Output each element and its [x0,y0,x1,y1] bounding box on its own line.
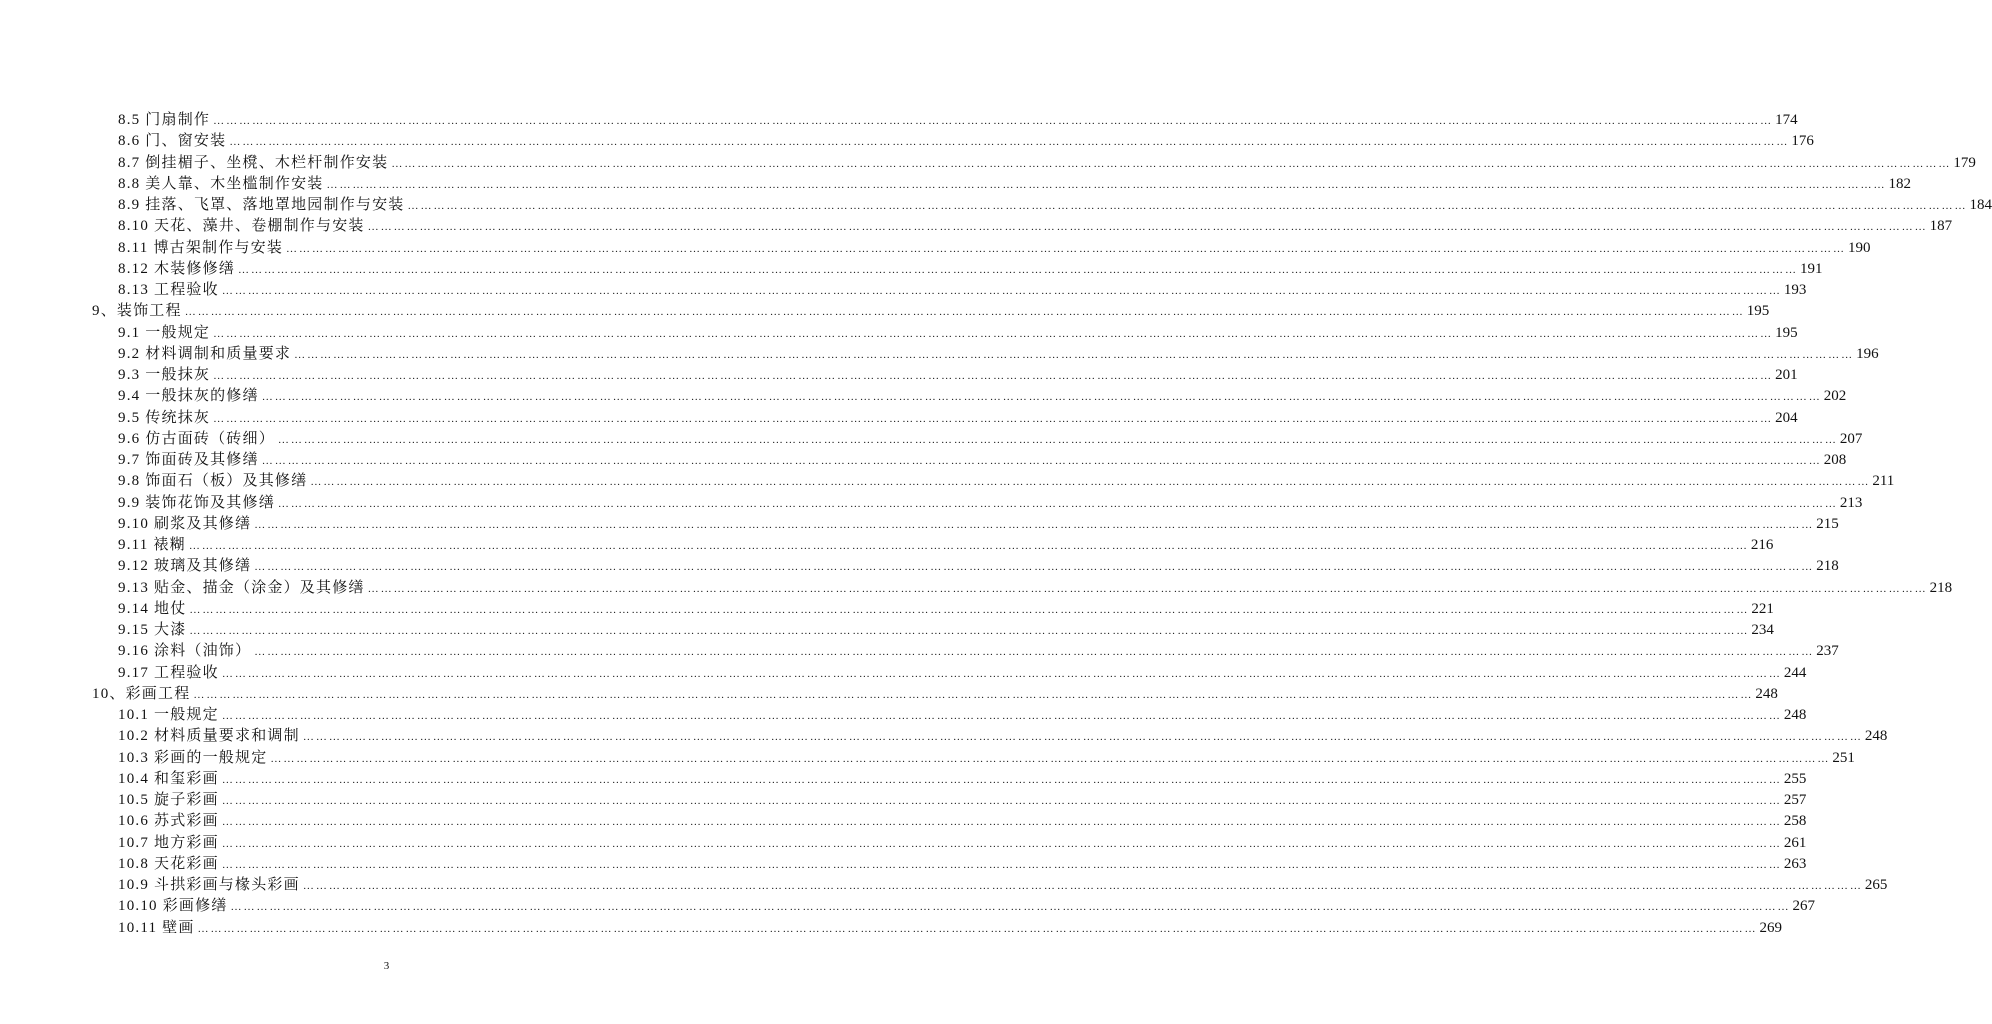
toc-entry-title: 10.2 材料质量要求和调制 [118,726,301,747]
toc-entry [0,578,1953,599]
toc-entry-page: 244 [1784,663,1807,684]
toc-entry-row [118,620,1774,642]
toc-entry-page: 251 [1832,748,1855,769]
toc-entry-title: 9.14 地仗 [118,599,187,620]
toc-entry-title: 10.5 旋子彩画 [118,790,220,811]
toc-entry [0,471,1895,492]
toc-entry-row [118,641,1839,663]
toc-entry-title: 9.16 涂料（油饰） [118,641,252,662]
toc-entry-title: 9.15 大漆 [118,620,187,641]
toc-entry-row [118,110,1798,132]
toc-entry-title: 10.10 彩画修缮 [118,896,229,917]
toc-entry-title: 10.9 斗拱彩画与椽头彩画 [118,875,301,896]
toc-entry-row [118,875,1888,897]
toc-dot-leader: ……………………………………………………………………………………………………………………………………………………………………………………………………………………………………………………………………………………………………………………………… [221,285,1782,297]
toc-dot-leader: ……………………………………………………………………………………………………………………………………………………………………………………………………………………………………………………………………………………………………………………………… [230,901,1791,914]
toc-entry-title: 8.11 博古架制作与安装 [118,238,284,259]
toc-entry-row [118,323,1798,345]
toc-entry-page: 208 [1824,450,1847,471]
toc-entry-row [118,344,1879,366]
toc-entry-page: 196 [1856,344,1879,365]
toc-dot-leader: ……………………………………………………………………………………………………………………………………………………………………………………………………………………………………………………………………………………………………………………………… [254,518,1815,531]
toc-dot-leader: ……………………………………………………………………………………………………………………………………………………………………………………………………………………………………………………………………………………………………………………………… [294,348,1855,361]
toc-entry-title: 9.1 一般规定 [118,323,211,344]
toc-entry-row [118,578,1953,600]
toc-dot-leader: ……………………………………………………………………………………………………………………………………………………………………………………………………………………………………………………………………………………………………………………………… [254,561,1815,574]
toc-dot-leader: ……………………………………………………………………………………………………………………………………………………………………………………………………………………………………………………………………………………………………………………………… [326,178,1887,191]
toc-dot-leader: ……………………………………………………………………………………………………………………………………………………………………………………………………………………………………………………………………………………………………………………………… [213,115,1774,127]
toc-entry [0,216,1953,237]
toc-entry-title: 9.12 玻璃及其修缮 [118,556,252,577]
toc-entry-title: 10.6 苏式彩画 [118,811,220,832]
toc-entry-page: 211 [1872,471,1894,492]
toc-dot-leader: ……………………………………………………………………………………………………………………………………………………………………………………………………………………………………………………………………………………………………………………………… [277,433,1838,446]
toc-dot-leader: ……………………………………………………………………………………………………………………………………………………………………………………………………………………………………………………………………………………………………………………………… [221,816,1782,829]
toc-entry-row [118,535,1774,557]
toc-entry-page: 263 [1784,854,1807,875]
toc-entry [0,641,1839,662]
toc-entry-title: 9.11 裱糊 [118,535,187,556]
toc-entry-row [118,663,1807,685]
toc-dot-leader: ……………………………………………………………………………………………………………………………………………………………………………………………………………………………………………………………………………………………………………………………… [367,221,1928,234]
toc-dot-leader: ……………………………………………………………………………………………………………………………………………………………………………………………………………………………………………………………………………………………………………………………… [213,327,1774,340]
toc-dot-leader: ……………………………………………………………………………………………………………………………………………………………………………………………………………………………………………………………………………………………………………………………… [367,582,1928,595]
toc-entry [0,280,1807,301]
toc-entry-row [118,514,1839,536]
toc-dot-leader: ……………………………………………………………………………………………………………………………………………………………………………………………………………………………………………………………………………………………………………………………… [277,497,1838,510]
toc-entry [0,875,1888,896]
toc-entry-page: 204 [1775,408,1798,429]
toc-dot-leader: ……………………………………………………………………………………………………………………………………………………………………………………………………………………………………………………………………………………………………………………………… [302,731,1863,744]
toc-entry-page: 257 [1784,790,1807,811]
toc-entry-title: 10、彩画工程 [92,684,191,705]
toc-entry [0,599,1774,620]
toc-entry-page: 248 [1784,705,1807,726]
toc-dot-leader: ……………………………………………………………………………………………………………………………………………………………………………………………………………………………………………………………………………………………………………………………… [261,391,1822,404]
toc-entry-page: 267 [1793,896,1816,917]
table-of-contents [0,110,1992,939]
toc-entry [0,429,1863,450]
toc-entry [0,790,1807,811]
toc-dot-leader: ……………………………………………………………………………………………………………………………………………………………………………………………………………………………………………………………………………………………………………………………… [310,476,1871,489]
toc-entry-title: 9.4 一般抹灰的修缮 [118,386,260,407]
toc-entry [0,386,1847,407]
toc-entry-page: 179 [1953,153,1976,174]
toc-entry-title: 10.4 和玺彩画 [118,769,220,790]
toc-entry-page: 248 [1865,726,1888,747]
toc-entry-page: 234 [1751,620,1774,641]
toc-dot-leader: ……………………………………………………………………………………………………………………………………………………………………………………………………………………………………………………………………………………………………………………………… [213,370,1774,382]
toc-entry-row [118,471,1895,493]
toc-entry [0,110,1798,131]
toc-entry-row [118,365,1798,387]
toc-entry-page: 187 [1930,216,1953,237]
toc-dot-leader: ……………………………………………………………………………………………………………………………………………………………………………………………………………………………………………………………………………………………………………………………… [302,880,1863,892]
toc-entry-page: 248 [1755,684,1778,705]
toc-entry-title: 9.10 刷浆及其修缮 [118,514,252,535]
toc-entry-row [118,131,1814,153]
toc-entry-title: 10.8 天花彩画 [118,854,220,875]
toc-entry-title: 8.10 天花、藻井、卷棚制作与安装 [118,216,366,237]
toc-entry-title: 9.17 工程验收 [118,663,220,684]
toc-entry-page: 215 [1816,514,1839,535]
toc-dot-leader: ……………………………………………………………………………………………………………………………………………………………………………………………………………………………………………………………………………………………………………………………… [184,306,1745,319]
toc-entry-page: 258 [1784,811,1807,832]
toc-dot-leader: ……………………………………………………………………………………………………………………………………………………………………………………………………………………………………………………………………………………………………………………………… [221,710,1782,722]
toc-entry-title: 10.3 彩画的一般规定 [118,748,268,769]
toc-entry-page: 174 [1775,110,1798,131]
toc-entry-title: 8.5 门扇制作 [118,110,211,131]
toc-entry [0,450,1847,471]
toc-entry-title: 9.7 饰面砖及其修缮 [118,450,260,471]
toc-entry-page: 207 [1840,429,1863,450]
toc-entry [0,365,1798,386]
toc-dot-leader: ……………………………………………………………………………………………………………………………………………………………………………………………………………………………………………………………………………………………………………………………… [189,625,1750,637]
toc-entry-row [118,153,1976,175]
toc-entry-title: 9、装饰工程 [92,301,183,322]
toc-entry-page: 261 [1784,833,1807,854]
toc-entry-title: 10.1 一般规定 [118,705,220,726]
toc-dot-leader: ……………………………………………………………………………………………………………………………………………………………………………………………………………………………………………………………………………………………………………………………… [270,752,1831,765]
toc-entry-row [118,238,1871,260]
toc-dot-leader: ……………………………………………………………………………………………………………………………………………………………………………………………………………………………………………………………………………………………………………………………… [407,200,1968,212]
toc-dot-leader: ……………………………………………………………………………………………………………………………………………………………………………………………………………………………………………………………………………………………………………………………… [238,263,1799,276]
page-number: 3 [383,960,390,972]
toc-entry-row [118,493,1863,515]
toc-entry-title: 9.5 传统抹灰 [118,408,211,429]
toc-entry-row [118,429,1863,451]
toc-entry-page: 216 [1751,535,1774,556]
toc-entry-title: 9.2 材料调制和质量要求 [118,344,292,365]
toc-entry-row [118,259,1823,281]
toc-entry-row [118,705,1807,727]
toc-entry [0,493,1863,514]
toc-entry-title: 8.8 美人靠、木坐槛制作安装 [118,174,325,195]
toc-entry-page: 213 [1840,493,1863,514]
toc-entry [0,684,1778,705]
toc-entry-title: 9.9 装饰花饰及其修缮 [118,493,276,514]
toc-entry-page: 202 [1824,386,1847,407]
toc-entry-page: 218 [1816,556,1839,577]
toc-entry-title: 9.13 贴金、描金（涂金）及其修缮 [118,578,366,599]
toc-entry-row [118,195,1992,217]
toc-entry-page: 218 [1930,578,1953,599]
toc-entry [0,663,1807,684]
toc-entry-title: 8.9 挂落、飞罩、落地罩地园制作与安装 [118,195,406,216]
toc-dot-leader: ……………………………………………………………………………………………………………………………………………………………………………………………………………………………………………………………………………………………………………………………… [221,858,1782,871]
toc-entry-row [118,918,1783,940]
toc-entry-row [118,811,1807,833]
toc-entry-page: 221 [1751,599,1774,620]
toc-dot-leader: ……………………………………………………………………………………………………………………………………………………………………………………………………………………………………………………………………………………………………………………………… [261,455,1822,467]
toc-dot-leader: ……………………………………………………………………………………………………………………………………………………………………………………………………………………………………………………………………………………………………………………………… [213,412,1774,425]
toc-dot-leader: ……………………………………………………………………………………………………………………………………………………………………………………………………………………………………………………………………………………………………………………………… [286,242,1847,255]
toc-entry [0,344,1879,365]
toc-entry-row [118,833,1807,855]
toc-entry-row [92,684,1778,706]
toc-entry-page: 237 [1816,641,1839,662]
toc-entry-page: 255 [1784,769,1807,790]
toc-dot-leader: ……………………………………………………………………………………………………………………………………………………………………………………………………………………………………………………………………………………………………………………………… [221,837,1782,850]
toc-entry-row [118,556,1839,578]
toc-entry [0,748,1855,769]
toc-entry [0,174,1912,195]
toc-entry [0,535,1774,556]
toc-entry-page: 195 [1775,323,1798,344]
toc-entry-row [118,386,1847,408]
toc-entry [0,854,1807,875]
toc-entry-row [118,769,1807,791]
toc-entry-row [118,280,1807,302]
toc-entry [0,811,1807,832]
toc-entry [0,769,1807,790]
toc-entry-title: 10.11 壁画 [118,918,196,939]
toc-entry-title: 8.13 工程验收 [118,280,220,301]
toc-entry-title: 8.6 门、窗安装 [118,131,227,152]
toc-entry [0,195,1992,216]
toc-entry-page: 176 [1791,131,1814,152]
toc-entry-page: 265 [1865,875,1888,896]
toc-dot-leader: ……………………………………………………………………………………………………………………………………………………………………………………………………………………………………………………………………………………………………………………………… [188,540,1749,552]
toc-entry [0,301,1770,322]
toc-entry [0,408,1798,429]
toc-dot-leader: ……………………………………………………………………………………………………………………………………………………………………………………………………………………………………………………………………………………………………………………………… [189,603,1750,616]
toc-entry [0,514,1839,535]
toc-entry-page: 190 [1848,238,1871,259]
toc-entry-row [92,301,1770,323]
toc-entry [0,705,1807,726]
toc-entry-page: 201 [1775,365,1798,386]
toc-entry [0,323,1798,344]
toc-dot-leader: ……………………………………………………………………………………………………………………………………………………………………………………………………………………………………………………………………………………………………………………………… [221,795,1782,807]
toc-dot-leader: ……………………………………………………………………………………………………………………………………………………………………………………………………………………………………………………………………………………………………………………………… [391,157,1952,170]
toc-entry [0,556,1839,577]
toc-dot-leader: ……………………………………………………………………………………………………………………………………………………………………………………………………………………………………………………………………………………………………………………………… [193,688,1754,701]
toc-entry-title: 10.7 地方彩画 [118,833,220,854]
toc-entry-page: 182 [1889,174,1912,195]
toc-entry [0,620,1774,641]
toc-entry-row [118,896,1816,918]
toc-entry-row [118,790,1807,812]
toc-dot-leader: ……………………………………………………………………………………………………………………………………………………………………………………………………………………………………………………………………………………………………………………………… [221,667,1782,680]
toc-entry-row [118,726,1888,748]
toc-entry [0,153,1976,174]
toc-entry-page: 269 [1760,918,1783,939]
toc-entry-page: 191 [1800,259,1823,280]
toc-entry-row [118,599,1774,621]
toc-entry-row [118,216,1953,238]
toc-entry [0,259,1823,280]
toc-entry [0,833,1807,854]
toc-entry [0,726,1888,747]
toc-entry [0,131,1814,152]
toc-entry [0,896,1816,917]
toc-dot-leader: ……………………………………………………………………………………………………………………………………………………………………………………………………………………………………………………………………………………………………………………………… [254,646,1815,659]
toc-entry-row [118,450,1847,472]
toc-entry-title: 9.8 饰面石（板）及其修缮 [118,471,308,492]
toc-entry-row [118,408,1798,430]
toc-entry-title: 9.6 仿古面砖（砖细） [118,429,276,450]
toc-entry [0,238,1871,259]
toc-entry-page: 195 [1747,301,1770,322]
toc-entry-title: 8.12 木装修修缮 [118,259,236,280]
toc-entry [0,918,1783,939]
toc-entry-title: 9.3 一般抹灰 [118,365,211,386]
toc-dot-leader: ……………………………………………………………………………………………………………………………………………………………………………………………………………………………………………………………………………………………………………………………… [221,773,1782,786]
toc-entry-page: 193 [1784,280,1807,301]
toc-entry-row [118,748,1855,770]
toc-dot-leader: ……………………………………………………………………………………………………………………………………………………………………………………………………………………………………………………………………………………………………………………………… [197,922,1758,935]
toc-dot-leader: ……………………………………………………………………………………………………………………………………………………………………………………………………………………………………………………………………………………………………………………………… [229,136,1790,149]
toc-entry-page: 184 [1970,195,1992,216]
toc-entry-row [118,854,1807,876]
toc-entry-row [118,174,1912,196]
toc-entry-title: 8.7 倒挂楣子、坐櫈、木栏杆制作安装 [118,153,389,174]
